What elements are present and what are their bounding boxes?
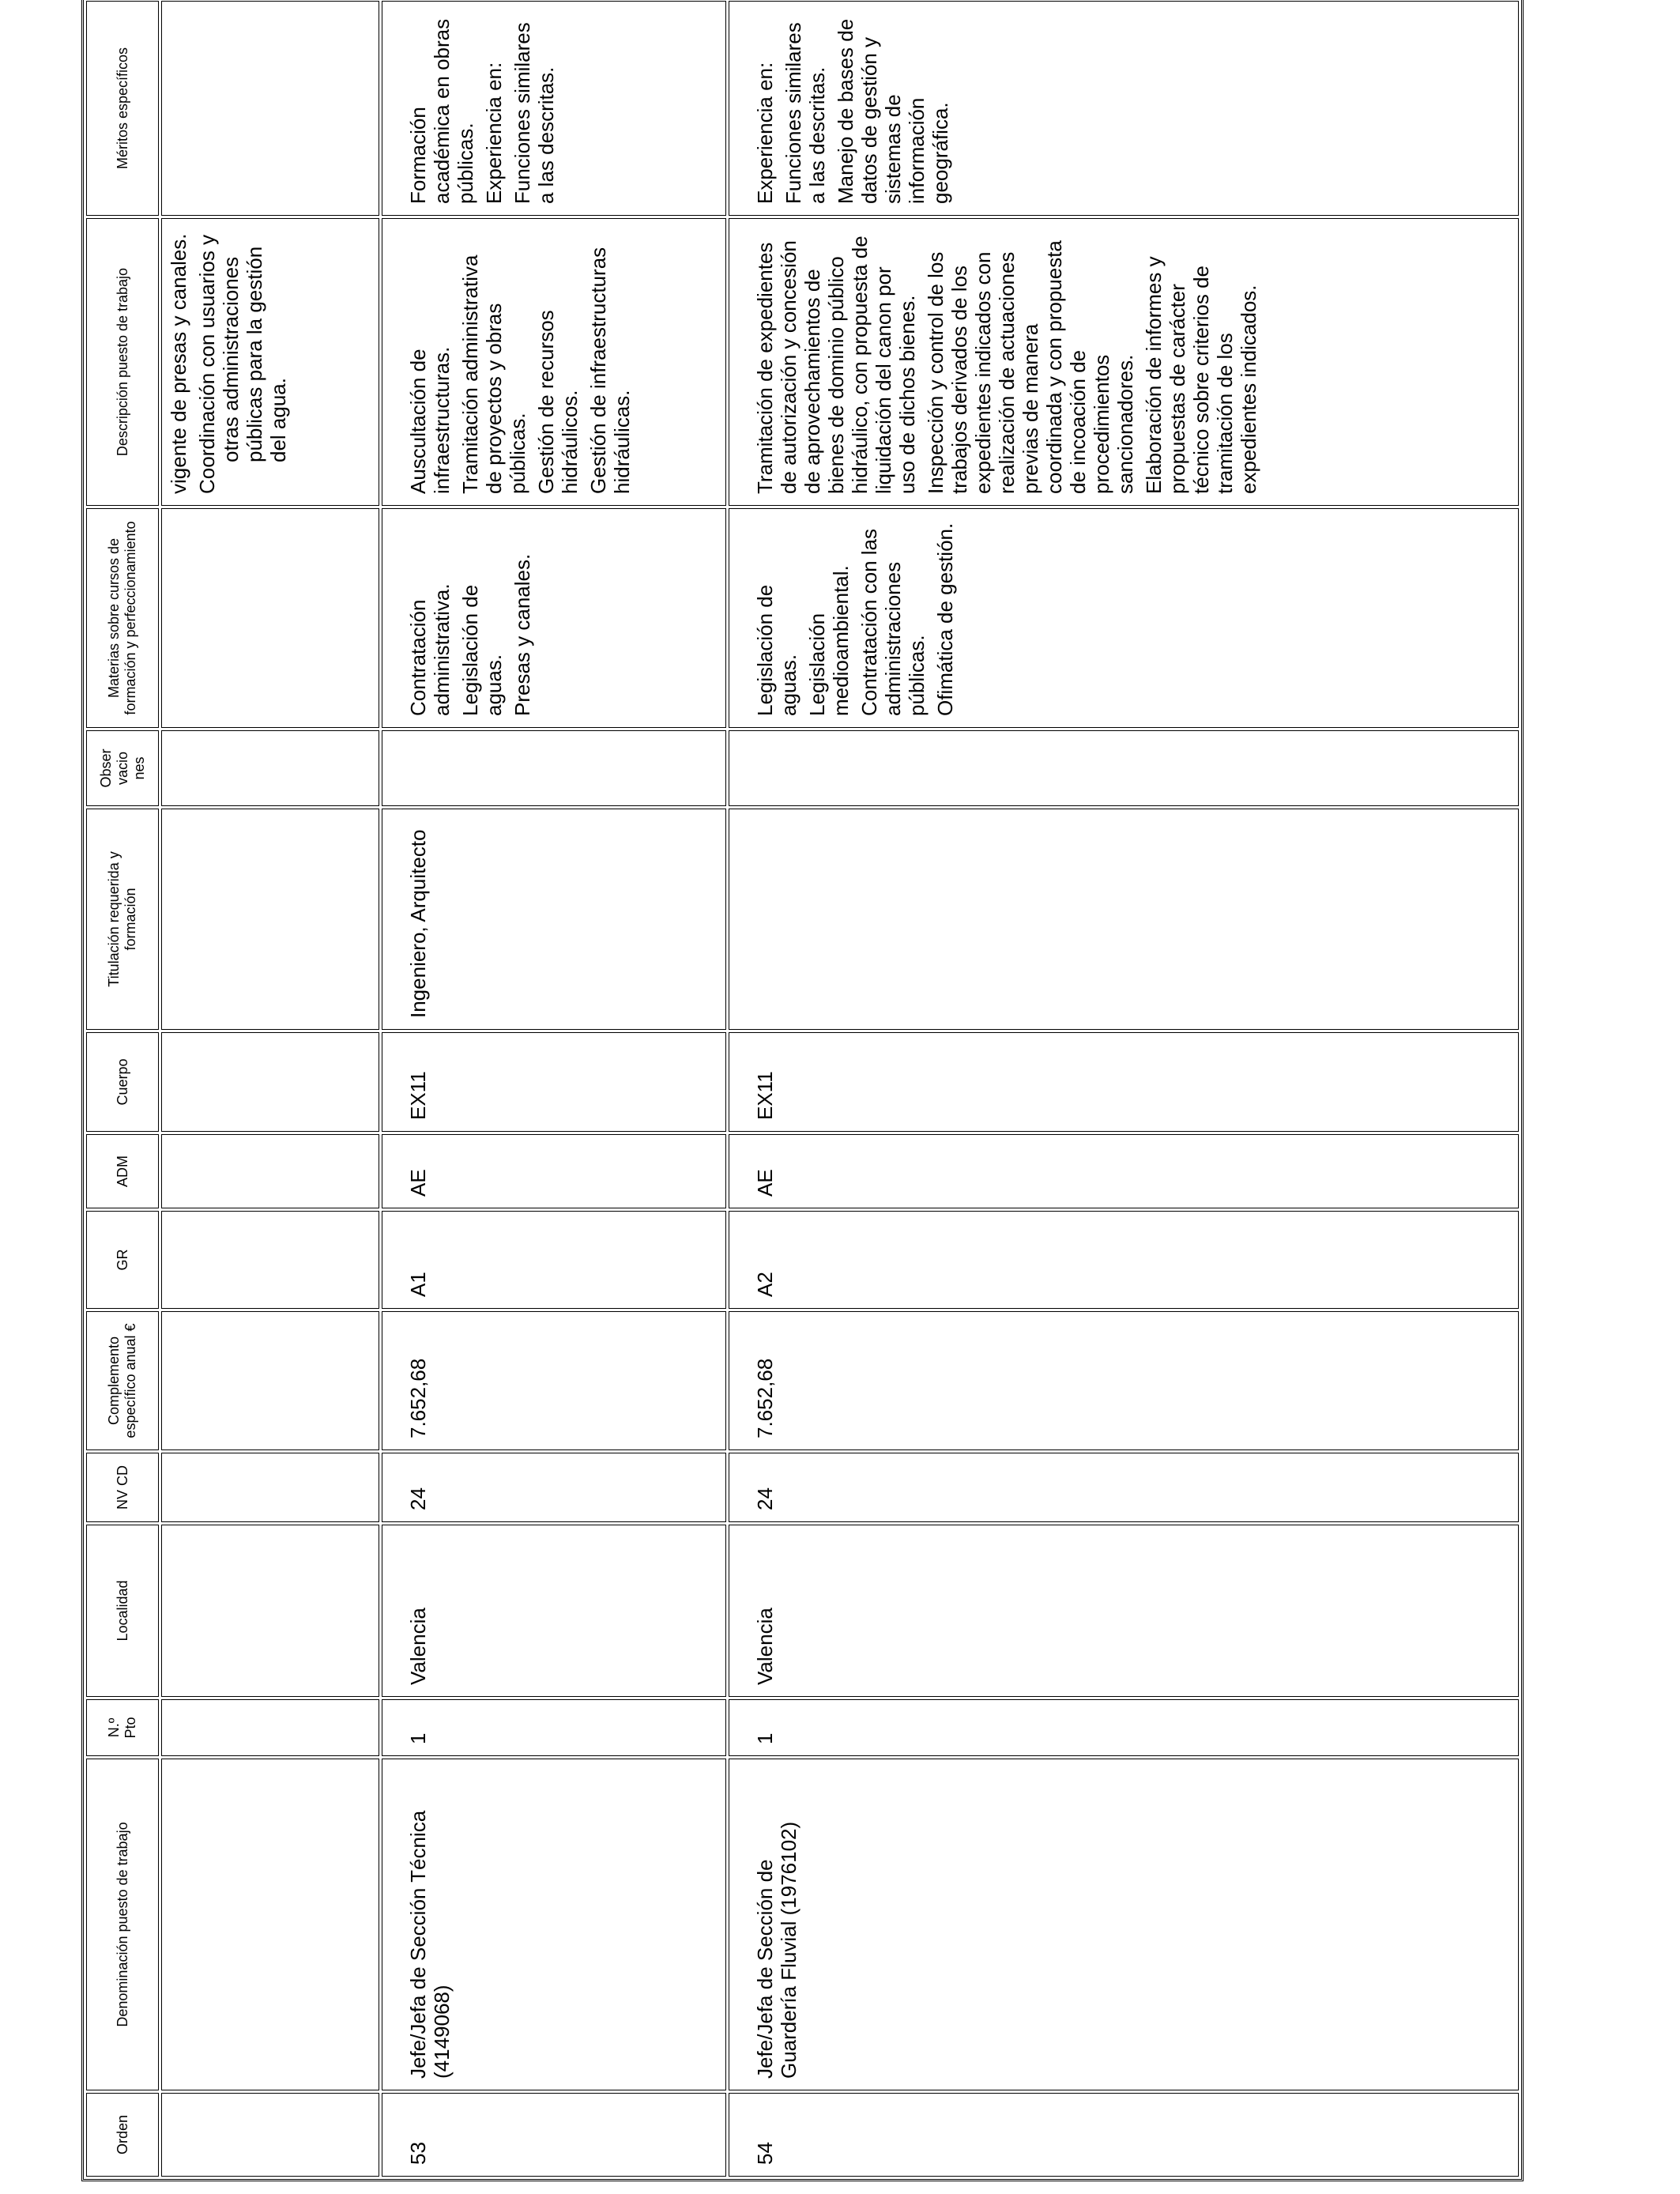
header-orden: Orden xyxy=(86,2093,159,2177)
materias-item: Contratación administrativa. xyxy=(406,583,454,716)
gr-cell: A1 xyxy=(382,1211,726,1309)
materias-item: Legislación de aguas. xyxy=(753,584,800,716)
header-adm: ADM xyxy=(86,1134,159,1208)
cell xyxy=(161,809,379,1030)
header-nv-cd: NV CD xyxy=(86,1453,159,1522)
descripcion-item: vigente de presas y canales. xyxy=(167,233,190,494)
materias-cell xyxy=(382,508,726,728)
continuation-row xyxy=(161,0,379,2177)
continuation-descripcion xyxy=(161,218,379,506)
materias-item: Presas y canales. xyxy=(510,553,534,716)
cuerpo-cell: EX11 xyxy=(382,1032,726,1132)
header-meritos: Méritos específicos xyxy=(86,1,159,216)
descripcion-item: Auscultación de infraestructuras. xyxy=(406,346,454,494)
rotated-page xyxy=(81,17,1551,2181)
observaciones-cell xyxy=(729,730,1519,806)
materias-item: Legislación medioambiental. xyxy=(805,565,853,716)
header-localidad: Localidad xyxy=(86,1525,159,1697)
descripcion-cell xyxy=(729,218,1519,506)
complemento-cell: 7.652,68 xyxy=(729,1311,1519,1450)
localidad-cell: Valencia xyxy=(729,1525,1519,1697)
materias-item: Legislación de aguas. xyxy=(458,584,506,716)
orden-cell: 54 xyxy=(729,2093,1519,2177)
descripcion-item: Inspección y control de los trabajos derivados de los expedientes indicados con realización de actuaciones previas de manera coordinada y con propuesta de incoación de procedimientos sancionadores. xyxy=(924,240,1137,494)
materias-item: Ofimática de gestión. xyxy=(933,522,957,716)
cell xyxy=(161,1311,379,1450)
cell xyxy=(161,1453,379,1522)
descripcion-item: Gestión de recursos hidráulicos. xyxy=(534,310,582,494)
header-materias: Materias sobre cursos de formación y perfeccionamiento xyxy=(86,508,159,728)
cell xyxy=(161,1699,379,1756)
complemento-cell: 7.652,68 xyxy=(382,1311,726,1450)
cell xyxy=(161,730,379,806)
localidad-cell: Valencia xyxy=(382,1525,726,1697)
n-pto-cell: 1 xyxy=(729,1699,1519,1756)
header-denominacion: Denominación puesto de trabajo xyxy=(86,1759,159,2090)
job-positions-table xyxy=(81,0,1524,2181)
denominacion-cell: Jefe/Jefa de Sección de Guardería Fluvial (1976102) xyxy=(729,1759,1519,2090)
meritos-item: Funciones similares a las descritas. xyxy=(782,22,829,204)
header-descripcion: Descripción puesto de trabajo xyxy=(86,218,159,506)
cell xyxy=(161,1032,379,1132)
descripcion-item: Gestión de infraestructuras hidráulicas. xyxy=(586,247,634,494)
titulacion-cell xyxy=(729,809,1519,1030)
cell xyxy=(161,1759,379,2090)
descripcion-item: Tramitación administrativa de proyectos y obras públicas. xyxy=(458,254,529,494)
orden-cell: 53 xyxy=(382,2093,726,2177)
adm-cell: AE xyxy=(382,1134,726,1208)
header-row xyxy=(86,0,159,2177)
table-row xyxy=(382,0,726,2177)
meritos-cell xyxy=(382,1,726,216)
cell xyxy=(161,2093,379,2177)
descripcion-item: Coordinación con usuarios y otras administraciones públicas para la gestión del agua. xyxy=(195,234,290,494)
header-n-pto: N.º Pto xyxy=(86,1699,159,1756)
descripcion-item: Elaboración de informes y propuestas de carácter técnico sobre criterios de tramitación de los expedientes indicados. xyxy=(1142,256,1260,494)
materias-cell xyxy=(729,508,1519,728)
cell xyxy=(161,1525,379,1697)
cuerpo-cell: EX11 xyxy=(729,1032,1519,1132)
nv-cd-cell: 24 xyxy=(382,1453,726,1522)
cell xyxy=(161,508,379,728)
descripcion-cell xyxy=(382,218,726,506)
descripcion-item: Tramitación de expedientes de autorización y concesión de aprovechamientos de bienes de dominio público hidráulico, con propuesta de liquidación del canon por uso de dichos bienes. xyxy=(753,236,919,494)
observaciones-cell xyxy=(382,730,726,806)
meritos-item: Funciones similares a las descritas. xyxy=(510,22,558,204)
n-pto-cell: 1 xyxy=(382,1699,726,1756)
adm-cell: AE xyxy=(729,1134,1519,1208)
header-observaciones: Obser vacio nes xyxy=(86,730,159,806)
titulacion-cell: Ingeniero, Arquitecto xyxy=(382,809,726,1030)
header-titulacion: Titulación requerida y formación xyxy=(86,809,159,1030)
denominacion-cell: Jefe/Jefa de Sección Técnica (4149068) xyxy=(382,1759,726,2090)
cell xyxy=(161,1,379,216)
meritos-item: Manejo de bases de datos de gestión y sistemas de información geográfica. xyxy=(834,18,952,204)
meritos-experiencia-label: Experiencia en: xyxy=(482,62,506,204)
meritos-formacion: Formación académica en obras públicas. xyxy=(406,18,477,204)
gr-cell: A2 xyxy=(729,1211,1519,1309)
meritos-experiencia-label: Experiencia en: xyxy=(753,62,777,204)
cell xyxy=(161,1211,379,1309)
nv-cd-cell: 24 xyxy=(729,1453,1519,1522)
header-cuerpo: Cuerpo xyxy=(86,1032,159,1132)
materias-item: Contratación con las administraciones públicas. xyxy=(857,528,929,716)
meritos-cell xyxy=(729,1,1519,216)
table-row xyxy=(729,0,1519,2177)
cell xyxy=(161,1134,379,1208)
header-gr: GR xyxy=(86,1211,159,1309)
header-complemento: Complemento específico anual € xyxy=(86,1311,159,1450)
